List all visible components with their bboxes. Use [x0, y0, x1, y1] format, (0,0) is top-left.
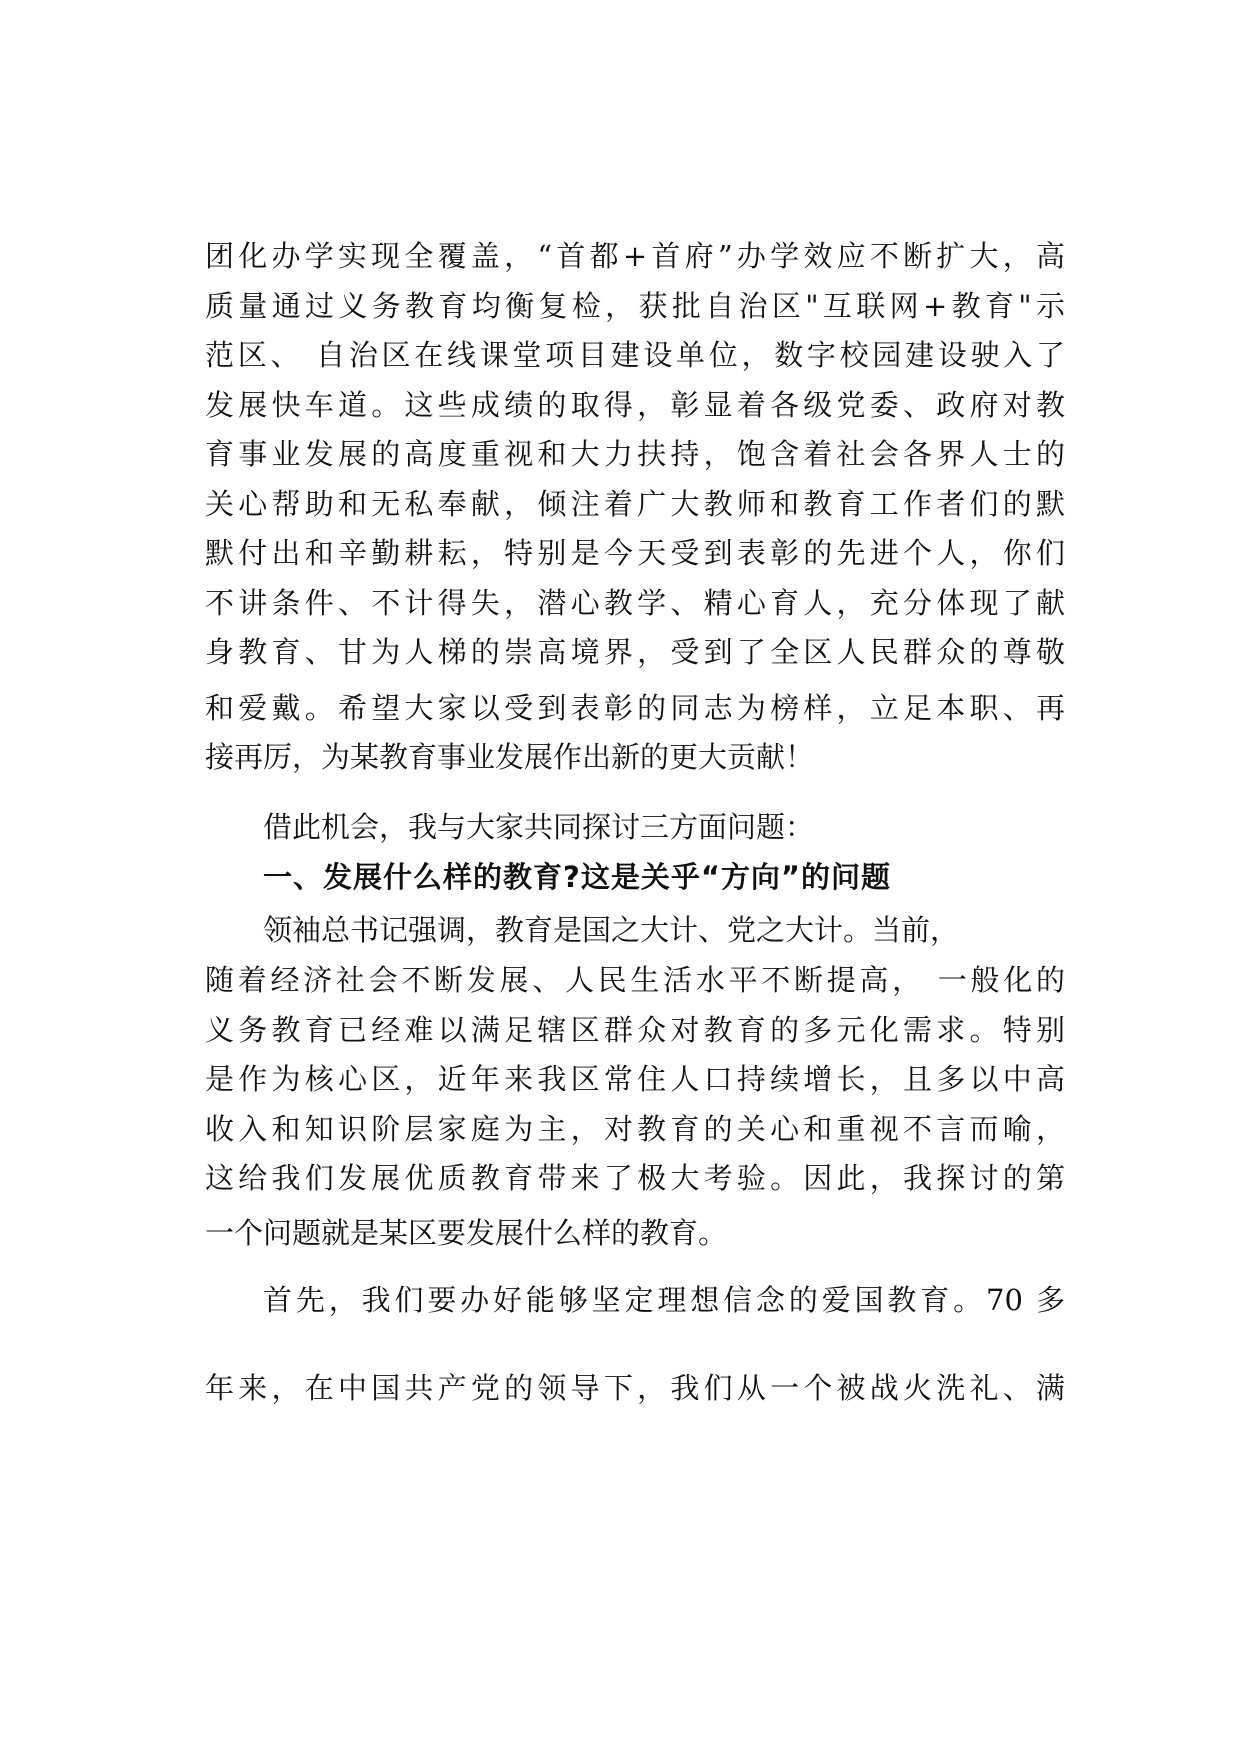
paragraph-3-line-2: 随着经济社会不断发展、人民生活水平不断提高， 一般化的 — [205, 963, 1065, 997]
paragraph-4-line-1: 首先，我们要办好能够坚定理想信念的爱国教育。70 多 — [263, 1283, 1065, 1317]
paragraph-1-line-4: 发展快车道。这些成绩的取得，彰显着各级党委、政府对教 — [205, 388, 1065, 422]
paragraph-3-line-1: 领袖总书记强调，教育是国之大计、党之大计。当前， — [263, 913, 960, 947]
paragraph-1-line-10: 和爱戴。希望大家以受到表彰的同志为榜样，立足本职、再 — [205, 691, 1065, 725]
paragraph-3-line-6: 这给我们发展优质教育带来了极大考验。因此，我探讨的第 — [205, 1161, 1065, 1195]
paragraph-1-line-5: 育事业发展的高度重视和大力扶持，饱含着社会各界人士的 — [205, 437, 1065, 471]
paragraph-3-line-3: 义务教育已经难以满足辖区群众对教育的多元化需求。特别 — [205, 1013, 1065, 1047]
paragraph-1-line-2: 质量通过义务教育均衡复检，获批自治区"互联网+教育"示 — [205, 289, 1065, 323]
paragraph-4-line-2: 年来，在中国共产党的领导下，我们从一个被战火洗礼、满 — [205, 1371, 1065, 1405]
paragraph-3-line-5: 收入和知识阶层家庭为主，对教育的关心和重视不言而喻， — [205, 1112, 1065, 1146]
paragraph-1-line-6: 关心帮助和无私奉献，倾注着广大教师和教育工作者们的默 — [205, 487, 1065, 521]
paragraph-1-line-11: 接再厉，为某教育事业发展作出新的更大贡献！ — [205, 740, 815, 774]
paragraph-2-line-1: 借此机会，我与大家共同探讨三方面问题： — [263, 810, 815, 844]
paragraph-1-line-9: 身教育、甘为人梯的崇高境界，受到了全区人民群众的尊敬 — [205, 635, 1065, 669]
paragraph-1-line-3: 范区、 自治区在线课堂项目建设单位，数字校园建设驶入了 — [205, 338, 1065, 372]
paragraph-3-line-7: 一个问题就是某区要发展什么样的教育。 — [205, 1216, 728, 1250]
paragraph-1-line-1: 团化办学实现全覆盖，“首都+首府”办学效应不断扩大，高 — [205, 239, 1065, 273]
paragraph-3-line-4: 是作为核心区，近年来我区常住人口持续增长，且多以中高 — [205, 1062, 1065, 1096]
paragraph-1-line-7: 默付出和辛勤耕耘，特别是今天受到表彰的先进个人，你们 — [205, 536, 1065, 570]
section-heading-1: 一、发展什么样的教育?这是关乎“方向”的问题 — [263, 860, 891, 894]
paragraph-1-line-8: 不讲条件、不计得失，潜心教学、精心育人，充分体现了献 — [205, 586, 1065, 620]
